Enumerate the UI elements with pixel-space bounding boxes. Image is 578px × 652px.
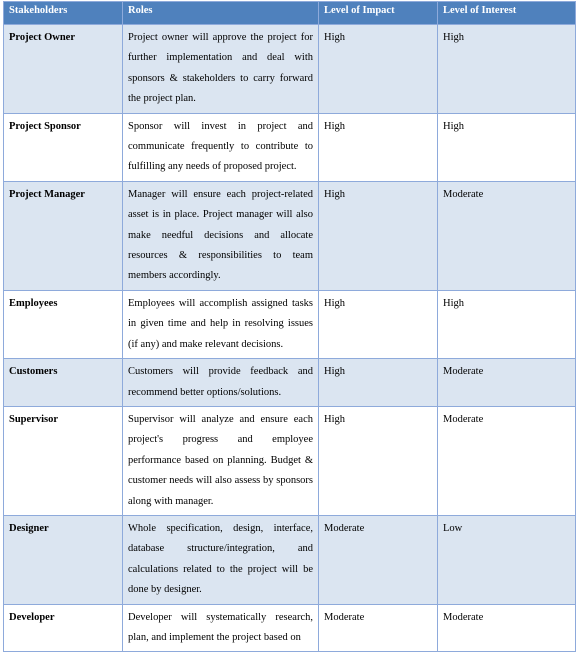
interest-cell: High: [438, 290, 576, 358]
table-row: [4, 25, 576, 114]
stakeholder-cell: Supervisor: [4, 406, 123, 515]
table-row: [4, 181, 576, 290]
role-cell: Developer will systematically research, plan, and implement the project based on: [123, 604, 319, 652]
role-cell: Whole specification, design, interface, database structure/integration, and calculations related to the project will be done by designer.: [123, 515, 319, 604]
impact-cell: High: [319, 290, 438, 358]
role-cell: Customers will provide feedback and recommend better options/solutions.: [123, 359, 319, 407]
stakeholder-cell: Designer: [4, 515, 123, 604]
header-stakeholders: Stakeholders: [4, 2, 123, 25]
stakeholder-cell: Customers: [4, 359, 123, 407]
impact-cell: High: [319, 406, 438, 515]
impact-cell: High: [319, 181, 438, 290]
stakeholder-cell: Project Sponsor: [4, 113, 123, 181]
header-roles: Roles: [123, 2, 319, 25]
impact-cell: Moderate: [319, 604, 438, 652]
role-cell: Sponsor will invest in project and communicate frequently to contribute to fulfilling any needs of proposed project.: [123, 113, 319, 181]
interest-cell: Moderate: [438, 604, 576, 652]
interest-cell: High: [438, 113, 576, 181]
role-cell: Employees will accomplish assigned tasks in given time and help in resolving issues (if any) and make relevant decisions.: [123, 290, 319, 358]
table-row: [4, 604, 576, 652]
interest-cell: Low: [438, 515, 576, 604]
stakeholder-table: [3, 1, 576, 652]
table-row: [4, 406, 576, 515]
table-row: [4, 290, 576, 358]
table-row: [4, 515, 576, 604]
role-cell: Project owner will approve the project for further implementation and deal with sponsors & stakeholders to carry forward the project plan.: [123, 25, 319, 114]
interest-cell: Moderate: [438, 406, 576, 515]
interest-cell: High: [438, 25, 576, 114]
stakeholder-cell: Project Owner: [4, 25, 123, 114]
interest-cell: Moderate: [438, 181, 576, 290]
role-cell: Manager will ensure each project-related asset is in place. Project manager will also make needful decisions and allocate resources & responsibilities to team members accordingly.: [123, 181, 319, 290]
stakeholder-cell: Project Manager: [4, 181, 123, 290]
impact-cell: High: [319, 25, 438, 114]
header-level-of-interest: Level of Interest: [438, 2, 576, 25]
table-header-row: [4, 2, 576, 25]
header-level-of-impact: Level of Impact: [319, 2, 438, 25]
table-row: [4, 113, 576, 181]
table-row: [4, 359, 576, 407]
interest-cell: Moderate: [438, 359, 576, 407]
impact-cell: Moderate: [319, 515, 438, 604]
impact-cell: High: [319, 359, 438, 407]
role-cell: Supervisor will analyze and ensure each project's progress and employee performance based on planning. Budget & customer needs will also assess by sponsors along with manager.: [123, 406, 319, 515]
stakeholder-cell: Employees: [4, 290, 123, 358]
stakeholder-cell: Developer: [4, 604, 123, 652]
impact-cell: High: [319, 113, 438, 181]
